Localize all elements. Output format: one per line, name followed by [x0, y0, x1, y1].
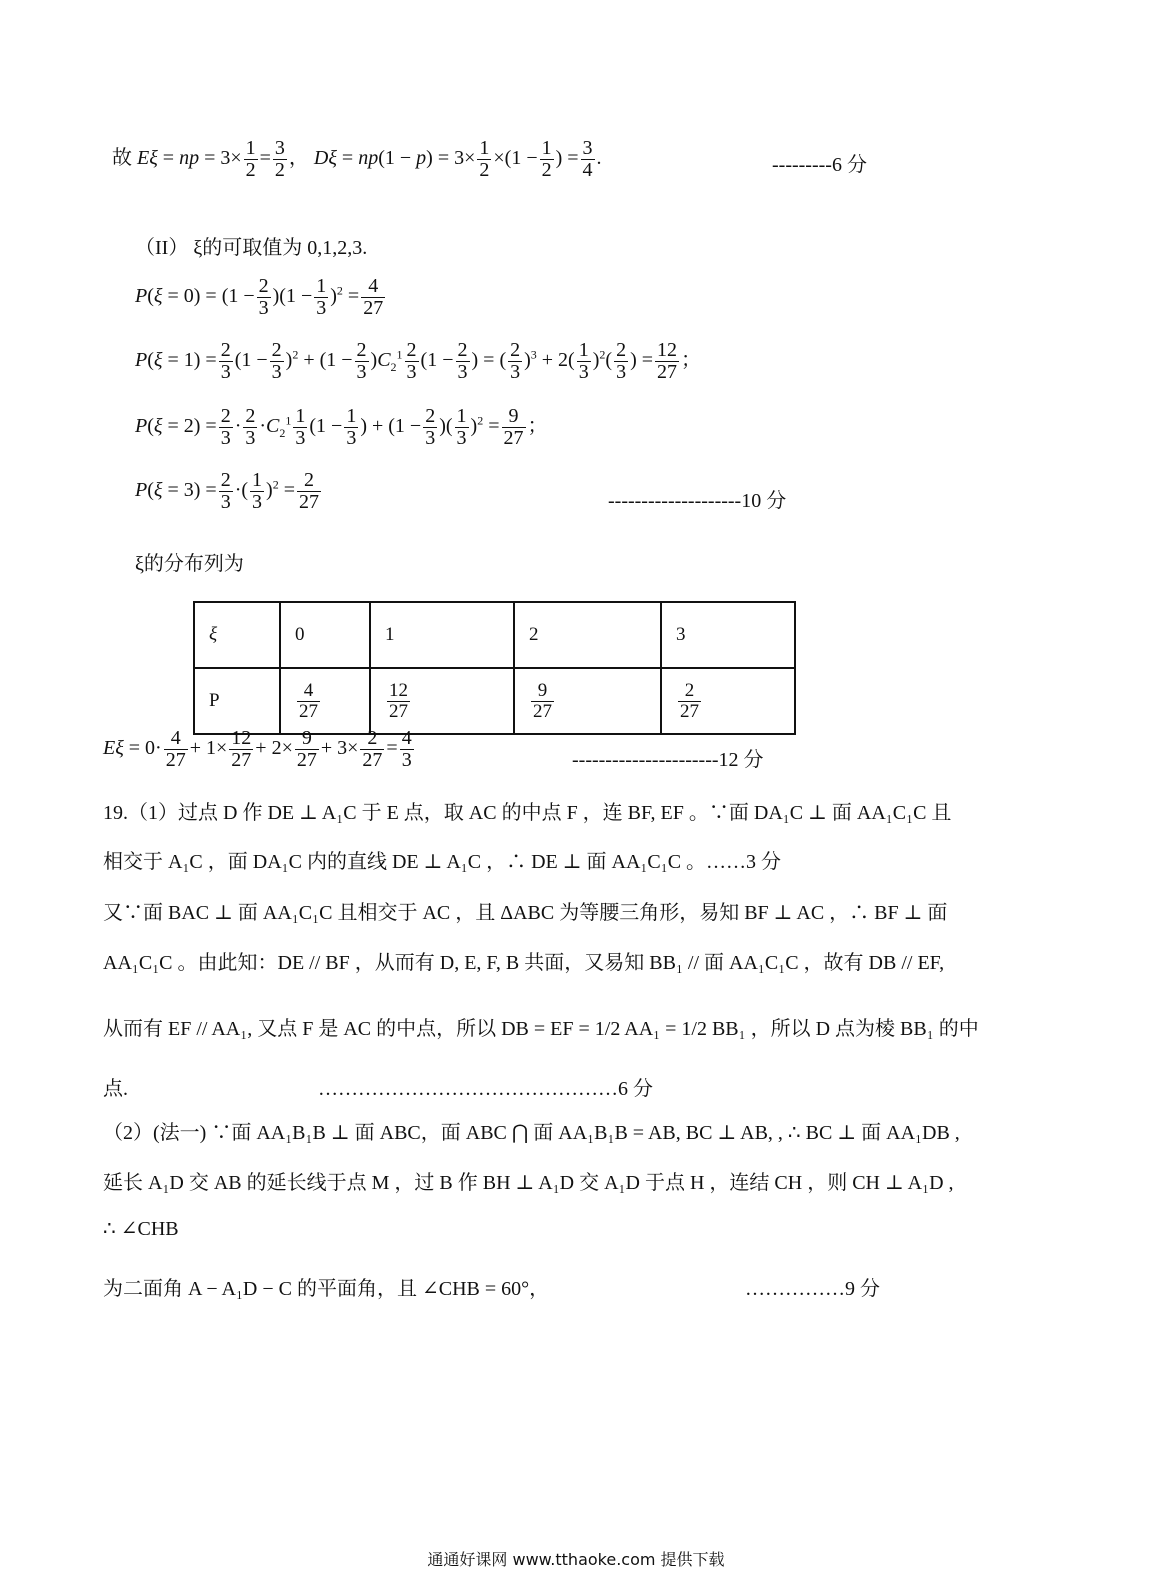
problem19-line8: 延长 A₁D 交 AB 的延长线于点 M ，过 B 作 BH ⊥ A₁D 交 A₁D 于点 H ，连结 CH ，则 CH ⊥ A₁D ,	[103, 1172, 954, 1194]
table-cell: 1	[370, 602, 514, 668]
problem19-line3: 又∵面 BAC ⊥ 面 AA₁C₁C 且相交于 AC ，且 ΔABC 为等腰三角形，易知 BF ⊥ AC ，∴ BF ⊥ 面	[103, 902, 948, 924]
table-cell: $\frac{2}{27}$	[661, 668, 795, 734]
table-cell: $\frac{9}{27}$	[514, 668, 661, 734]
table-cell: P	[194, 668, 280, 734]
problem19-line2: 相交于 A₁C ，面 DA₁C 内的直线 DE ⊥ A₁C ，∴ DE ⊥ 面 AA₁C₁C 。……3 分	[103, 851, 782, 873]
score-mark-9: ……………9 分	[745, 1278, 880, 1300]
problem19-line5: 从而有 EF // AA₁, 又点 F 是 AC 的中点，所以 DB = EF = 1/2 AA₁ = 1/2 BB₁ ，所以 D 点为棱 BB₁ 的中	[103, 1018, 979, 1040]
expectation-variance-line: 故 Eξ = np = 3× $\frac{1}{2}$ = $\frac{3}{2}$ ， Dξ = np(1 − p) = 3× $\frac{1}{2}$ ×(1 − $\frac{1}{2}$ ) = $\frac{3}{4}$ .	[112, 137, 602, 181]
table-row	[194, 602, 795, 668]
problem19-line10: 为二面角 A − A₁D − C 的平面角，且 ∠CHB = 60°，	[103, 1278, 550, 1300]
problem19-line7: （2）(法一) ∵面 AA₁B₁B ⊥ 面 ABC，面 ABC ⋂ 面 AA₁B₁B = AB, BC ⊥ AB, , ∴ BC ⊥ 面 AA₁DB ,	[103, 1122, 960, 1144]
problem19-line4: AA₁C₁C 。由此知：DE // BF ，从而有 D, E, F, B 共面，又易知 BB₁ // 面 AA₁C₁C ，故有 DB // EF,	[103, 952, 945, 974]
table-cell: 2	[514, 602, 661, 668]
problem19-line1: 19.（1）过点 D 作 DE ⊥ A₁C 于 E 点，取 AC 的中点 F ，连 BF, EF 。∵面 DA₁C ⊥ 面 AA₁C₁C 且	[103, 802, 952, 824]
score-mark-6b: ………………………………………6 分	[318, 1078, 653, 1100]
problem19-line6: 点.	[103, 1078, 128, 1100]
score-mark-12: ----------------------12 分	[572, 749, 764, 771]
table-cell: $\frac{4}{27}$	[280, 668, 370, 734]
prob-zero: P(ξ = 0) = (1 − $\frac{2}{3}$ )(1 − $\frac{1}{3}$ )$^2$ = $\frac{4}{27}$	[135, 275, 384, 319]
footer-source: 通通好课网 www.tthaoke.com 提供下载	[427, 1550, 725, 1569]
table-cell: $\frac{12}{27}$	[370, 668, 514, 734]
prob-three: P(ξ = 3) = $\frac{2}{3}$ ·( $\frac{1}{3}$ )$^2$ = $\frac{2}{27}$	[135, 469, 319, 513]
part-two-intro: （II） ξ的可取值为 0,1,2,3.	[135, 237, 368, 259]
distribution-intro: ξ的分布列为	[135, 553, 244, 575]
prob-two: P(ξ = 2) = $\frac{2}{3}$ · $\frac{2}{3}$ $\cdot C_2^1$ $\frac{1}{3}$ (1 − $\frac{1}{3}$ ) + (1 − $\frac{2}{3}$ )( $\frac{1}{3}$ )$^2$ = $\frac{9}{27}$ ；	[135, 405, 548, 449]
score-mark-6: ---------6 分	[772, 154, 867, 176]
prob-one: P(ξ = 1) = $\frac{2}{3}$ (1 − $\frac{2}{3}$ )$^2$ + (1 − $\frac{2}{3}$ )$C_2^1$ $\frac{2}{3}$ (1 − $\frac{2}{3}$ ) = ( $\frac{2}{3}$ )$^3$ + 2( $\frac{1}{3}$ )$^2$( $\frac{2}{3}$ ) = $\frac{12}{27}$ ；	[135, 339, 702, 383]
distribution-table	[193, 601, 796, 735]
problem19-line9: ∴ ∠CHB	[103, 1218, 179, 1240]
table-cell: 0	[280, 602, 370, 668]
table-cell: ξ	[194, 602, 280, 668]
score-mark-10: --------------------10 分	[608, 490, 787, 512]
table-row	[194, 668, 795, 734]
expectation-line: Eξ = 0· $\frac{4}{27}$ + 1× $\frac{12}{27}$ + 2× $\frac{9}{27}$ + 3× $\frac{2}{27}$ = $\frac{4}{3}$	[103, 727, 412, 771]
table-cell: 3	[661, 602, 795, 668]
